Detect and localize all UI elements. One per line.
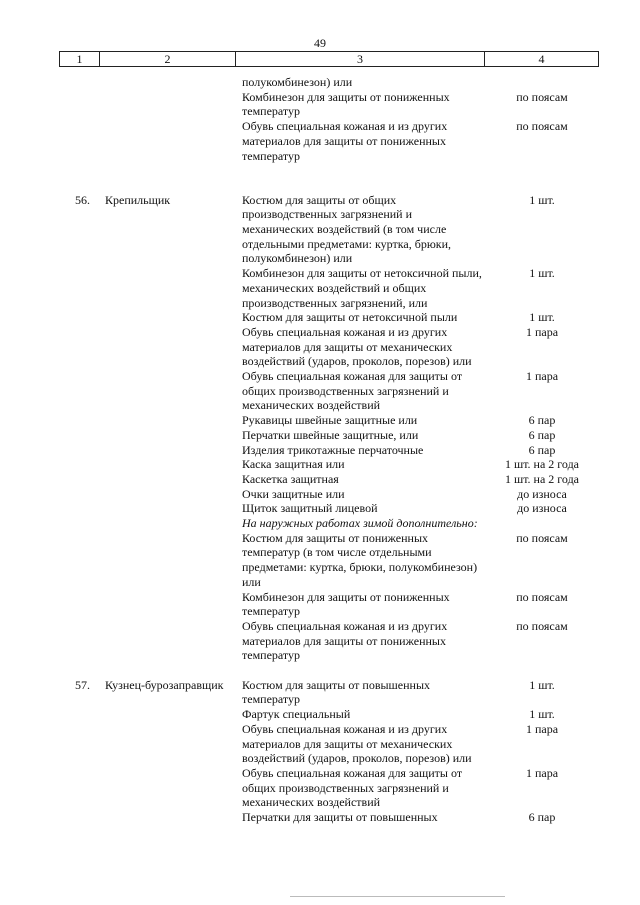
item-qty: 1 шт. на 2 года [504,457,580,472]
item-text: Комбинезон для защиты от нетоксичной пыли, механических воздействий и общих производственных загрязнений, или [242,266,482,310]
item-qty: по поясам [516,589,568,604]
item-qty: 1 шт. [529,707,555,722]
list-item [242,90,598,119]
item-qty: 6 пар [528,442,556,457]
list-item [242,443,598,458]
list-item [242,457,598,472]
list-item [242,619,598,663]
list-item [242,531,598,590]
item-text: Каска защитная или [242,457,345,472]
column-header-4: 4 [485,52,599,67]
item-text: Фартук специальный [242,707,351,722]
list-item [242,266,598,310]
item-qty: 1 шт. [529,677,555,692]
item-qty: 1 шт. [529,310,555,325]
item-text: Обувь специальная кожаная и из других материалов для защиты от пониженных температур [242,618,448,663]
list-item [242,472,598,487]
list-item [242,487,598,502]
item-qty: по поясам [516,119,568,134]
item-text: Костюм для защиты от общих производственных загрязнений и механических воздействий (в том числе отдельными предметами: куртка, брюки, полукомбинезон) или [242,192,452,266]
item-text: Костюм для защиты от нетоксичной пыли [242,310,458,325]
list-item [242,766,598,810]
list-item [242,707,598,722]
list-item [242,310,598,325]
column-header-1: 1 [60,52,100,67]
list-item [242,369,598,413]
list-item [242,590,598,619]
column-header-3: 3 [236,52,485,67]
list-item [242,810,598,825]
entry-profession: Крепильщик [105,192,171,207]
item-qty: по поясам [516,618,568,633]
item-text: Щиток защитный лицевой [242,501,378,516]
item-text: Очки защитные или [242,486,345,501]
list-item [242,193,598,267]
item-qty: до износа [517,486,567,501]
item-text: Комбинезон для защиты от пониженных температур [242,589,450,619]
item-qty: 1 шт. [529,266,555,281]
page-number: 49 [314,36,326,50]
list-item [242,75,598,90]
item-qty: 1 пара [525,721,559,736]
list-item [242,119,598,163]
list-item [242,413,598,428]
list-item [242,325,598,369]
list-item [242,722,598,766]
item-text: Перчатки для защиты от повышенных [242,810,438,825]
section-note [242,516,598,531]
item-text: Обувь специальная кожаная и из других материалов для защиты от механических воздействий (ударов, проколов, порезов) или [242,721,472,766]
item-text: На наружных работах зимой дополнительно: [242,516,478,531]
document-body [0,75,640,825]
list-item [242,428,598,443]
item-qty: 1 пара [525,766,559,780]
entry-number: 57. [75,677,90,692]
item-qty: 6 пар [528,413,556,428]
item-text: полукомбинезон) или [242,75,353,89]
item-text: Комбинезон для защиты от пониженных температур [242,89,450,119]
item-qty: 1 пара [525,324,559,339]
entry-57 [0,678,640,825]
item-text: Костюм для защиты от повышенных температур [242,677,431,707]
item-text: Каскетка защитная [242,471,339,486]
item-qty: 6 пар [528,810,556,825]
item-text: Обувь специальная кожаная для защиты от общих производственных загрязнений и механических воздействий [242,766,463,810]
entry-56 [0,193,640,664]
list-item [242,678,598,707]
list-item [242,501,598,516]
entry-profession: Кузнец-бурозаправщик [105,677,224,692]
continuation-block [0,75,640,163]
footer-divider [290,896,505,897]
item-text: Рукавицы швейные защитные или [242,413,418,428]
column-header-table [59,51,599,67]
item-text: Изделия трикотажные перчаточные [242,442,424,457]
item-qty: 1 шт. на 2 года [504,471,580,486]
item-text: Обувь специальная кожаная для защиты от общих производственных загрязнений и механических воздействий [242,369,463,413]
item-text: Костюм для защиты от пониженных температур (в том числе отдельными предметами: куртка, брюки, полукомбинезон) или [242,530,478,589]
item-qty: 1 пара [525,369,559,384]
item-text: Перчатки швейные защитные, или [242,427,419,442]
column-header-2: 2 [100,52,236,67]
item-qty: до износа [517,501,567,516]
item-qty: по поясам [516,89,568,104]
item-qty: по поясам [516,530,568,545]
item-text: Обувь специальная кожаная и из других материалов для защиты от пониженных температур [242,119,448,163]
item-qty: 6 пар [528,427,556,442]
entry-number: 56. [75,192,90,207]
item-qty: 1 шт. [529,192,555,207]
item-text: Обувь специальная кожаная и из других материалов для защиты от механических воздействий (ударов, проколов, порезов) или [242,324,472,369]
